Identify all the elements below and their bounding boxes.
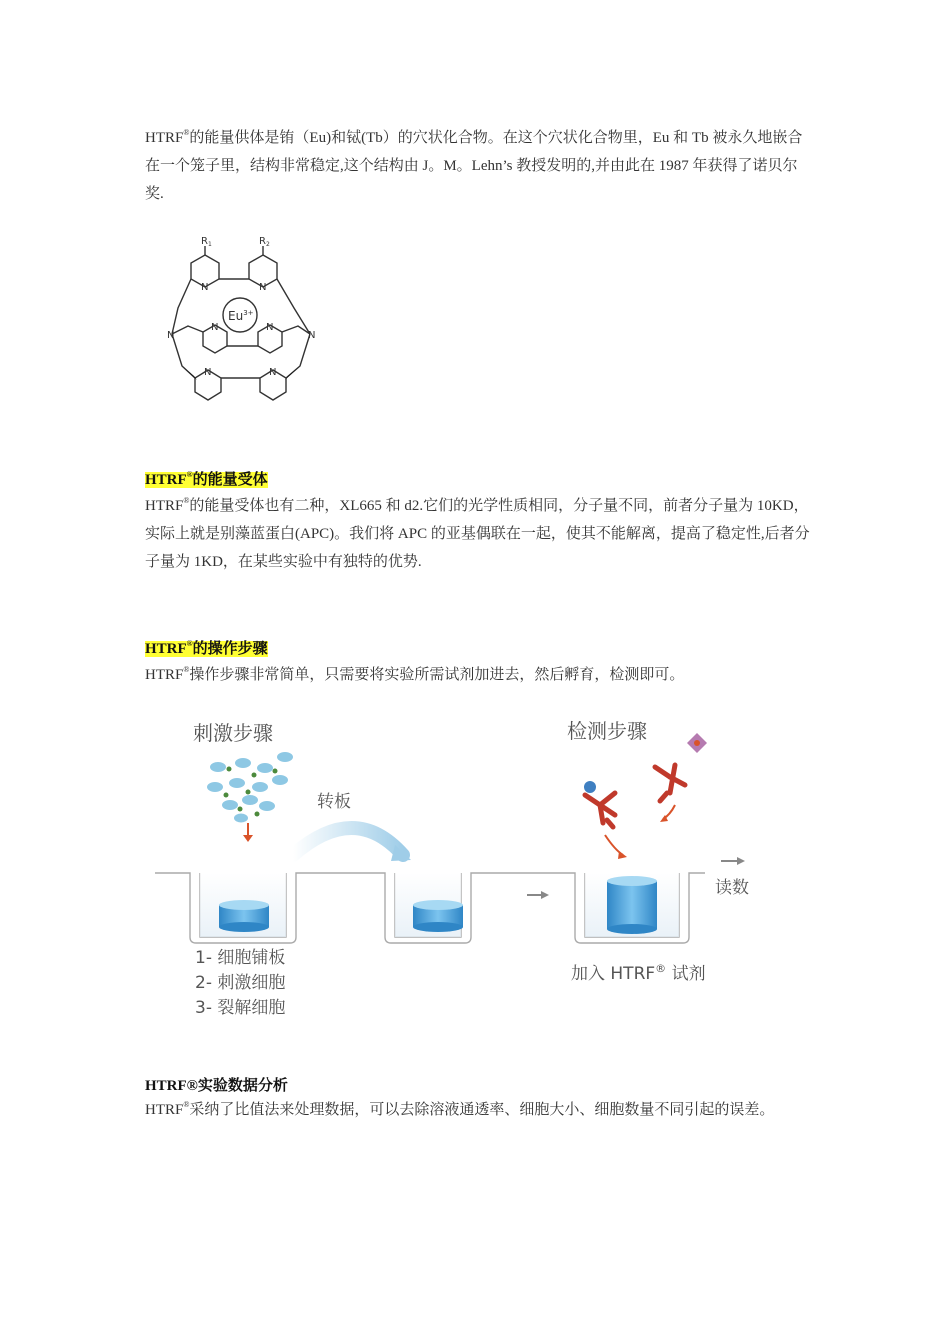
read-arrow-icon xyxy=(721,857,745,865)
n-label: N xyxy=(201,282,209,293)
n-label: N xyxy=(167,330,175,341)
well-liquid-1 xyxy=(219,900,269,932)
steps-paragraph: HTRF®操作步骤非常简单，只需要将实验所需试剂加进去，然后孵育，检测即可。 xyxy=(145,665,685,683)
acceptor-fluorophore-icon xyxy=(687,733,707,753)
eu-cryptate-structure xyxy=(160,228,340,418)
analysis-heading: HTRF®实验数据分析 xyxy=(145,1078,288,1094)
cells-cluster-icon xyxy=(207,752,293,823)
acceptor-paragraph: HTRF®的能量受体也有二种，XL665 和 d2.它们的光学性质相同，分子量不同，前者分子量为 10KD，实际上就是别藻蓝蛋白(APC)。我们将 APC 的亚基偶联在一起，使其不能解离，提高了稳定性,后者分子量为 1KD，在某些实验中有独特的优势. xyxy=(145,496,810,570)
r2-label: $R_2$ xyxy=(259,236,270,248)
donor-fluorophore-icon xyxy=(584,781,596,793)
transfer-arc-icon xyxy=(293,828,403,855)
add-htrf-reagent-label: 加入 HTRF® 试剂 xyxy=(571,962,706,984)
step-2-label: 2- 刺激细胞 xyxy=(195,973,286,993)
detection-title: 检测步骤 xyxy=(567,719,647,743)
well-liquid-2 xyxy=(413,900,463,932)
n-label: N xyxy=(269,367,277,378)
htrf-workflow-diagram xyxy=(145,705,765,1035)
transfer-label: 转板 xyxy=(317,792,351,812)
n-label: N xyxy=(266,322,274,333)
n-label: N xyxy=(211,322,219,333)
n-label: N xyxy=(259,282,267,293)
donor-antibody-icon xyxy=(585,793,615,827)
donor-paragraph: HTRF®的能量供体是铕（Eu)和铽(Tb）的穴状化合物。在这个穴状化合物里，Eu 和 Tb 被永久地嵌合在一个笼子里，结构非常稳定,这个结构由 J。M。Lehn’s 教授发明的,并由此在 1987 年获得了诺贝尔奖. xyxy=(145,128,803,202)
eu-ion-label: $Eu^{3+}$ xyxy=(228,309,254,323)
arrow-down-icon xyxy=(243,823,253,842)
r1-label: $R_1$ xyxy=(201,236,212,248)
well-liquid-3 xyxy=(607,876,657,934)
read-label: 读数 xyxy=(715,878,749,898)
n-label: N xyxy=(308,330,316,341)
n-label: N xyxy=(204,367,212,378)
stimulation-title: 刺激步骤 xyxy=(193,721,273,745)
step-3-label: 3- 裂解细胞 xyxy=(195,998,286,1018)
arrow-right-icon xyxy=(527,891,549,899)
analysis-paragraph: HTRF®采纳了比值法来处理数据，可以去除溶液通透率、细胞大小、细胞数量不同引起的误差。 xyxy=(145,1100,775,1118)
acceptor-heading: HTRF®的能量受体 xyxy=(145,470,268,488)
step-1-label: 1- 细胞铺板 xyxy=(195,948,286,968)
steps-heading: HTRF®的操作步骤 xyxy=(145,639,268,657)
acceptor-antibody-icon xyxy=(655,765,685,801)
